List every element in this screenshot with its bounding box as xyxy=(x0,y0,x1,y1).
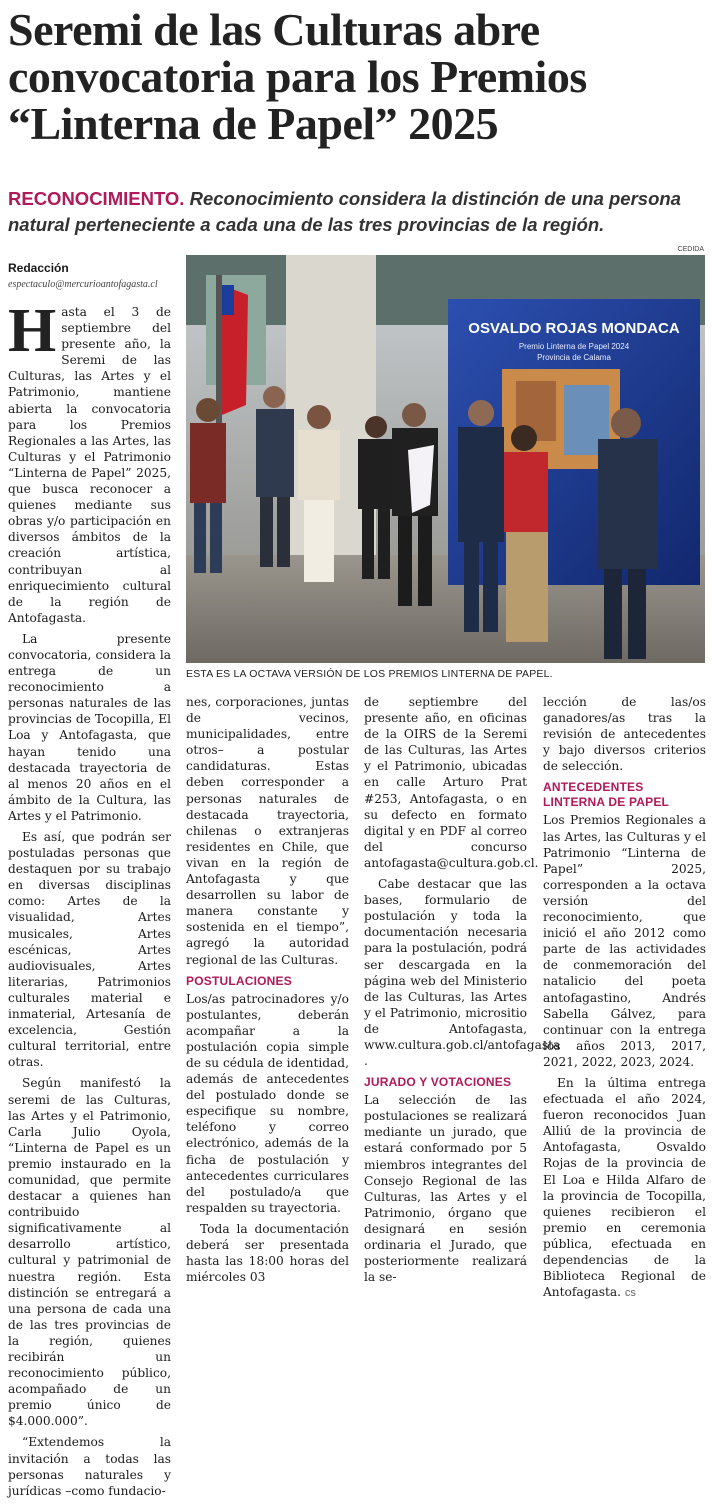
paragraph: Los Premios Regionales a las Artes, las Culturas y el Patrimonio “Linterna de Papel” 2025, corresponden a la octava versión del reconocimiento, que inició el año 2012 como parte de las actividades de conmemoración del natalicio del poeta antofagastino, Andrés Sabella Gálvez, para continuar con la entrega los años 2013, 2017, 2021, 2022, 2023, 2024. xyxy=(543,813,706,1069)
paragraph: Los/as patrocinadores y/o postulantes, deberán acompañar a la postulación copia simple de su cédula de identidad, además de antecedentes del postulado donde se especifique su nombre, teléfono y correo electrónico, además de la ficha de postulación y antecedentes curriculares del postulado/a que respalden su trayectoria. xyxy=(186,991,349,1215)
screen-province: Provincia de Calama xyxy=(537,353,611,362)
section-heading-postulaciones: POSTULACIONES xyxy=(186,973,292,988)
lead-text: Reconocimiento considera la distinción de una persona natural perteneciente a cada una de las tres provincias de la región. xyxy=(8,188,681,235)
paragraph: “Extendemos la invitación a todas las personas naturales y jurídicas –como fundacio- xyxy=(8,1435,171,1498)
drop-cap: H xyxy=(8,297,57,365)
paragraph xyxy=(543,1075,706,1301)
byline: Redacción xyxy=(8,261,69,275)
article-column-1 xyxy=(8,297,171,1504)
paragraph-text: En la última entrega efectuada el año 2024, fueron reconocidos Juan Alliú de la provincia de Antofagasta, Osvaldo Rojas de la provincia de El Loa e Hilda Alfaro de la provincia de Tocopilla, quienes recibieron el premio en ceremonia pública, efectuada en dependencias de la Biblioteca Regional de Antofagasta. xyxy=(543,1075,706,1300)
paragraph: La selección de las postulaciones se realizará mediante un jurado, que estará conformado por 5 miembros integrantes del Consejo Regional de las Culturas, las Artes y el Patrimonio, órgano que designará en sesión ordinaria el Jurado, que posteriormente realizará la se- xyxy=(364,1093,527,1285)
paragraph xyxy=(8,297,171,626)
headline: Seremi de las Culturas abre convocatoria para los Premios “Linterna de Papel” 2025 xyxy=(8,4,587,149)
paragraph: Según manifestó la seremi de las Culturas, las Artes y el Patrimonio, Carla Julio Oyola, “Linterna de Papel es un premio instaurado en la comunidad, que permite destacar a quienes han contribuido significativamente al desarrollo artístico, cultural y patrimonial de nuestra región. Esta distinción se entregará a una persona de cada una de las tres provincias de la región, quienes recibirán un reconocimiento público, acompañado de un premio único de $4.000.000”. xyxy=(8,1076,171,1429)
paragraph: Cabe destacar que las bases, formulario de postulación y toda la documentación necesaria para la postulación, podrá ser descargada en la página web del Ministerio de las Culturas, las Artes y el Patrimonio, micrositio de Antofagasta, www.cultura.gob.cl/antofagasta . xyxy=(364,877,561,1069)
paragraph: Es así, que podrán ser postuladas personas que destaquen por su trabajo en diversas disciplinas como: Artes de la visualidad, Artes musicales, Artes escénicas, Artes audiovisuales, Artes literarias, Patrimonios culturales material e inmaterial, Artesanía de excelencia, Gestión cultural territorial, entre otras. xyxy=(8,830,171,1070)
section-heading-antecedentes: ANTECEDENTES LINTERNA DE PAPEL xyxy=(543,780,670,810)
article-column-4 xyxy=(543,694,706,1306)
end-mark: cs xyxy=(624,1287,636,1300)
lead-kicker: RECONOCIMIENTO. xyxy=(8,188,185,209)
author-email[interactable]: espectaculo@mercurioantofagasta.cl xyxy=(8,279,158,290)
paragraph: lección de las/os ganadores/as tras la revisión de antecedentes y bajo diversos criterios de selección. xyxy=(543,695,706,774)
article-column-2 xyxy=(186,694,349,1290)
screen-subtitle: Premio Linterna de Papel 2024 xyxy=(518,342,630,351)
paragraph: de septiembre del presente año, en oficinas de la OIRS de la Seremi de las Culturas, las Artes y el Patrimonio, ubicadas en calle Arturo Prat #253, Antofagasta, o en su defecto en formato digital y en PDF al correo del concurso antofagasta@cultura.gob.cl. xyxy=(364,695,539,870)
paragraph: La presente convocatoria, considera la entrega de un reconocimiento a personas naturales de las provincias de Tocopilla, El Loa y Antofagasta, que hayan tenido una destacada trayectoria de al menos 20 años en el ámbito de la Cultura, las Artes y el Patrimonio. xyxy=(8,631,171,823)
article-column-3 xyxy=(364,694,561,1290)
lead-paragraph xyxy=(8,186,708,238)
photo-caption: ESTA ES LA OCTAVA VERSIÓN DE LOS PREMIOS LINTERNA DE PAPEL. xyxy=(186,668,553,680)
screen-name: OSVALDO ROJAS MONDACA xyxy=(468,320,680,337)
paragraph: Toda la documentación deberá ser presentada hasta las 18:00 horas del miércoles 03 xyxy=(186,1221,349,1285)
event-photo xyxy=(186,255,705,663)
photo-credit: CEDIDA xyxy=(677,246,704,253)
paragraph-text: asta el 3 de septiembre del presente año, la Seremi de las Culturas, las Artes y el Patrimonio, mantiene abierta la convocatoria para los Premios Regionales a las Artes, las Culturas y el Patrimonio “Linterna de Papel” 2025, que busca reconocer a quienes mediante sus obras y/o participación en diversos ámbitos de la creación artística, contribuyan al enriquecimiento cultural de la región de Antofagasta. xyxy=(8,305,171,625)
paragraph: nes, corporaciones, juntas de vecinos, municipalidades, entre otros– a postular candidaturas. Estas deben corresponder a personas naturales de destacada trayectoria, chilenas o extranjeras residentes en Chile, que vivan en la región de Antofagasta y que desarrollen su labor de manera constante y sostenida en el tiempo”, agregó la autoridad regional de las Culturas. xyxy=(186,695,349,967)
event-photo-illustration xyxy=(186,255,705,663)
section-heading-jurado: JURADO Y VOTACIONES xyxy=(364,1075,512,1090)
